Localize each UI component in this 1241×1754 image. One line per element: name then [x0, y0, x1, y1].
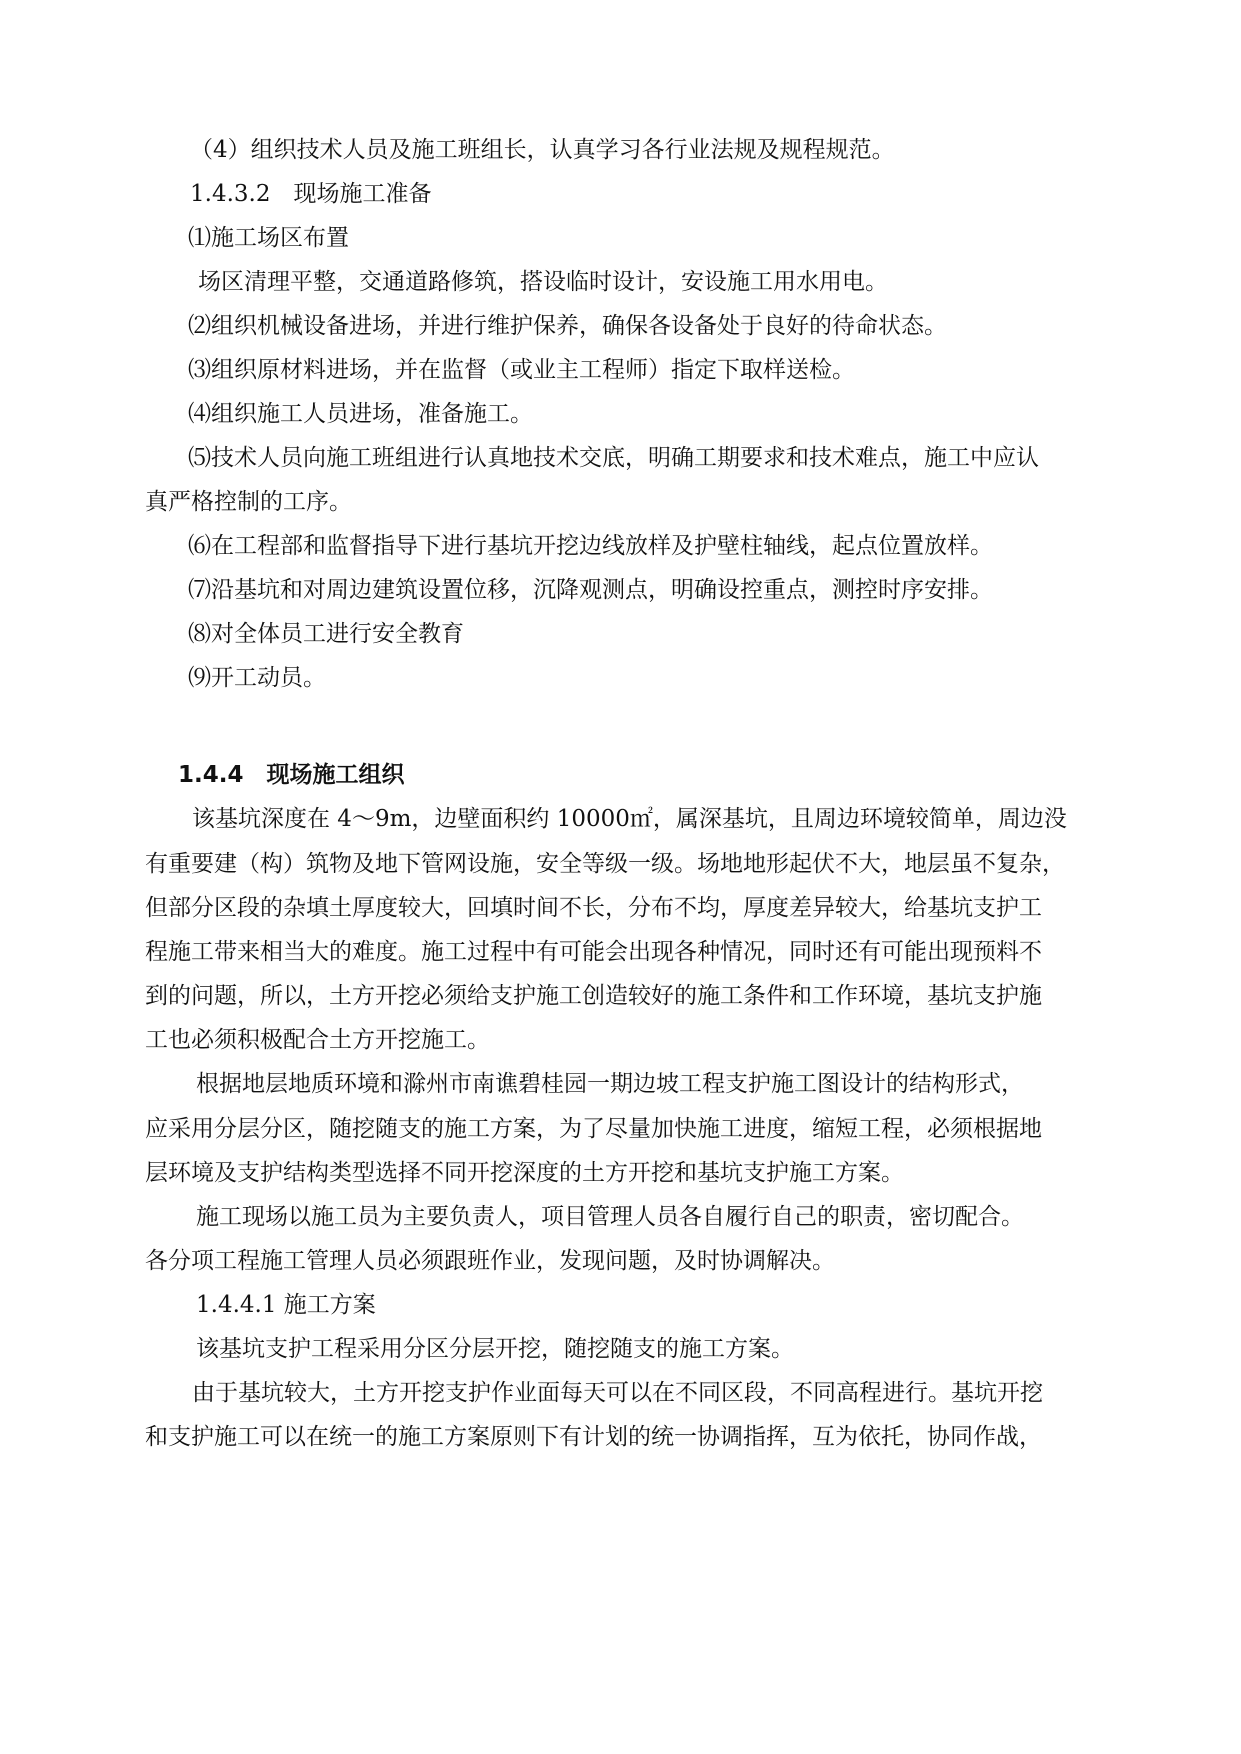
text-line: 各分项工程施工管理人员必须跟班作业，发现问题，及时协调解决。 [145, 1248, 835, 1274]
text-line: ⑹在工程部和监督指导下进行基坑开挖边线放样及护壁柱轴线，起点位置放样。 [188, 533, 993, 559]
subsection-heading-1-4-4-1: 1.4.4.1 施工方案 [196, 1292, 376, 1318]
text-line: 层环境及支护结构类型选择不同开挖深度的土方开挖和基坑支护施工方案。 [145, 1160, 904, 1186]
text-line: 施工现场以施工员为主要负责人，项目管理人员各自履行自己的职责，密切配合。 [196, 1204, 1024, 1230]
text-line: ⑻对全体员工进行安全教育 [188, 621, 464, 647]
text-line: ⑺沿基坑和对周边建筑设置位移，沉降观测点，明确设控重点，测控时序安排。 [188, 577, 993, 603]
text-line: ⑶组织原材料进场，并在监督（或业主工程师）指定下取样送检。 [188, 357, 855, 383]
text-line: 该基坑支护工程采用分区分层开挖，随挖随支的施工方案。 [196, 1336, 794, 1362]
text-line: 到的问题，所以，土方开挖必须给支护施工创造较好的施工条件和工作环境，基坑支护施 [145, 983, 1042, 1009]
text-line: ⑷组织施工人员进场，准备施工。 [188, 401, 533, 427]
section-heading-1-4-4: 1.4.4 现场施工组织 [178, 762, 405, 788]
text-line: ⑸技术人员向施工班组进行认真地技术交底，明确工期要求和技术难点，施工中应认 [188, 445, 1039, 471]
text-line: 程施工带来相当大的难度。施工过程中有可能会出现各种情况，同时还有可能出现预料不 [145, 939, 1042, 965]
text-line: 工也必须积极配合土方开挖施工。 [145, 1027, 490, 1053]
text-line: 和支护施工可以在统一的施工方案原则下有计划的统一协调指挥，互为依托，协同作战， [145, 1424, 1042, 1450]
text-line: （4）组织技术人员及施工班组长，认真学习各行业法规及规程规范。 [190, 137, 895, 163]
text-line: 真严格控制的工序。 [145, 489, 352, 515]
subsection-heading-1-4-3-2: 1.4.3.2 现场施工准备 [190, 181, 432, 207]
text-line: 由于基坑较大，土方开挖支护作业面每天可以在不同区段，不同高程进行。基坑开挖 [192, 1380, 1043, 1406]
text-line: 该基坑深度在 4～9m，边壁面积约 10000㎡，属深基坑，且周边环境较简单，周边没 [192, 806, 1067, 832]
text-line: ⑼开工动员。 [188, 665, 326, 691]
text-line: 场区清理平整，交通道路修筑，搭设临时设计，安设施工用水用电。 [198, 269, 888, 295]
text-line: ⑴施工场区布置 [188, 225, 349, 251]
text-line: 根据地层地质环境和滁州市南谯碧桂园一期边坡工程支护施工图设计的结构形式， [196, 1071, 1024, 1097]
text-line: 但部分区段的杂填土厚度较大，回填时间不长，分布不均，厚度差异较大，给基坑支护工 [145, 895, 1042, 921]
text-line: 有重要建（构）筑物及地下管网设施，安全等级一级。场地地形起伏不大，地层虽不复杂， [145, 851, 1065, 877]
text-line: ⑵组织机械设备进场，并进行维护保养，确保各设备处于良好的待命状态。 [188, 313, 947, 339]
text-line: 应采用分层分区，随挖随支的施工方案，为了尽量加快施工进度，缩短工程，必须根据地 [145, 1116, 1042, 1142]
